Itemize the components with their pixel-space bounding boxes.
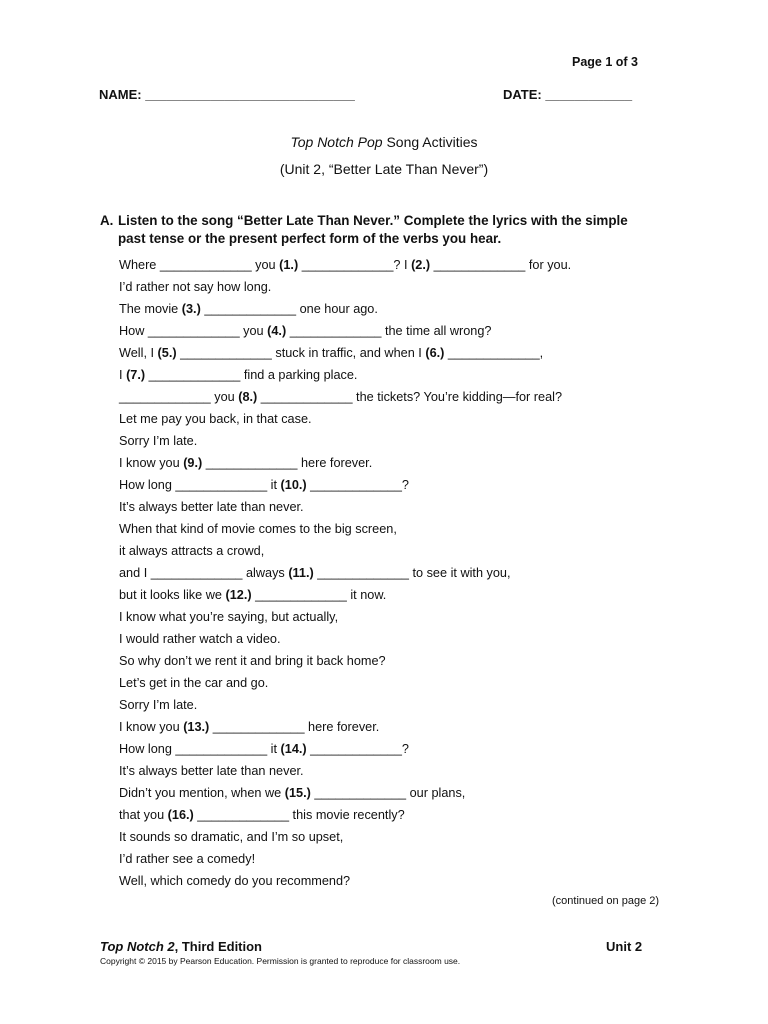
lyric-text: _____________ one hour ago. [200, 302, 378, 316]
lyric-text: Didn’t you mention, when we [119, 786, 285, 800]
lyric-text: and I _____________ always [119, 566, 289, 580]
lyric-text: _____________ it now. [251, 588, 387, 602]
lyric-text: _____________ the time all wrong? [286, 324, 492, 338]
item-number: (3.) [181, 302, 201, 316]
item-number: (11.) [288, 566, 314, 580]
lyric-line [119, 827, 571, 849]
lyric-text: The movie [119, 302, 182, 316]
lyric-line [119, 717, 571, 739]
lyric-text: How long _____________ it [119, 742, 281, 756]
copyright-notice: Copyright © 2015 by Pearson Education. Permission is granted to reproduce for classroom use. [100, 956, 461, 966]
lyric-text: _____________, [444, 346, 544, 360]
footer-book-title [100, 939, 262, 954]
lyric-line [119, 365, 571, 387]
continued-note: (continued on page 2) [552, 895, 660, 907]
instruction-line-1: Listen to the song “Better Late Than Never.” Complete the lyrics with the simple [118, 213, 628, 228]
lyric-text: I know what you’re saying, but actually, [119, 610, 339, 624]
lyric-text: So why don’t we rent it and bring it back home? [119, 654, 386, 668]
lyric-text: I know you [119, 720, 184, 734]
instruction [100, 212, 660, 248]
lyric-text: Let’s get in the car and go. [119, 676, 269, 690]
lyric-line [119, 453, 571, 475]
book-edition: , Third Edition [174, 939, 263, 954]
item-number: (8.) [238, 390, 258, 404]
lyric-text: How _____________ you [119, 324, 268, 338]
lyric-text: _____________ you [119, 390, 239, 404]
lyric-text: It sounds so dramatic, and I’m so upset, [119, 830, 344, 844]
lyric-line [119, 673, 571, 695]
item-number: (7.) [126, 368, 146, 382]
footer-unit: Unit 2 [606, 939, 643, 954]
lyric-text: I’d rather not say how long. [119, 280, 272, 294]
title-italic: Top Notch Pop [290, 134, 383, 150]
item-number: (6.) [425, 346, 445, 360]
lyric-line [119, 519, 571, 541]
lyric-text: _____________ find a parking place. [145, 368, 358, 382]
lyric-text: that you [119, 808, 168, 822]
lyric-line [119, 409, 571, 431]
lyric-text: _____________ our plans, [310, 786, 466, 800]
lyric-line [119, 849, 571, 871]
page-title [0, 134, 768, 150]
lyric-line [119, 343, 571, 365]
item-number: (5.) [157, 346, 177, 360]
lyric-text: Where _____________ you [119, 258, 280, 272]
lyric-text: _____________ stuck in traffic, and when I [176, 346, 426, 360]
lyric-line [119, 277, 571, 299]
lyric-text: Sorry I’m late. [119, 434, 198, 448]
lyric-text: _____________ here forever. [209, 720, 380, 734]
lyric-text: _____________ for you. [430, 258, 572, 272]
lyric-text: _____________? [306, 742, 409, 756]
lyric-text: _____________? I [298, 258, 412, 272]
lyric-text: How long _____________ it [119, 478, 281, 492]
lyric-text: _____________ the tickets? You’re kidding—for real? [257, 390, 563, 404]
item-number: (1.) [279, 258, 299, 272]
lyric-text: Let me pay you back, in that case. [119, 412, 312, 426]
lyric-text: I’d rather see a comedy! [119, 852, 256, 866]
item-number: (9.) [183, 456, 203, 470]
item-number: (16.) [167, 808, 194, 822]
instruction-letter: A. [100, 213, 114, 228]
lyric-text: When that kind of movie comes to the big screen, [119, 522, 397, 536]
item-number: (14.) [280, 742, 307, 756]
item-number: (12.) [225, 588, 252, 602]
lyrics-list [119, 255, 571, 893]
lyric-line [119, 475, 571, 497]
name-field-label: NAME: _____________________________ [99, 87, 355, 102]
lyric-line [119, 761, 571, 783]
lyric-line [119, 321, 571, 343]
lyric-text: _____________ this movie recently? [193, 808, 405, 822]
lyric-text: I [119, 368, 127, 382]
lyric-line [119, 783, 571, 805]
lyric-text: I know you [119, 456, 184, 470]
lyric-line [119, 805, 571, 827]
lyric-text: I would rather watch a video. [119, 632, 281, 646]
lyric-text: Sorry I’m late. [119, 698, 198, 712]
lyric-text: _____________? [306, 478, 409, 492]
lyric-line [119, 607, 571, 629]
item-number: (15.) [284, 786, 311, 800]
instruction-line-2: past tense or the present perfect form of the verbs you hear. [118, 231, 502, 246]
lyric-line [119, 695, 571, 717]
lyric-text: It’s always better late than never. [119, 764, 304, 778]
lyric-line [119, 651, 571, 673]
title-rest: Song Activities [382, 134, 478, 150]
lyric-text: it always attracts a crowd, [119, 544, 265, 558]
item-number: (10.) [280, 478, 307, 492]
page-subtitle: (Unit 2, “Better Late Than Never”) [279, 161, 489, 177]
book-title: Top Notch 2 [100, 939, 175, 954]
lyric-line [119, 739, 571, 761]
item-number: (4.) [267, 324, 287, 338]
lyric-text: _____________ to see it with you, [313, 566, 511, 580]
lyric-line [119, 255, 571, 277]
lyric-text: but it looks like we [119, 588, 226, 602]
lyric-line [119, 871, 571, 893]
lyric-line [119, 431, 571, 453]
lyric-text: It’s always better late than never. [119, 500, 304, 514]
item-number: (2.) [411, 258, 431, 272]
date-field-label: DATE: ____________ [503, 87, 633, 102]
lyric-line [119, 585, 571, 607]
lyric-line [119, 299, 571, 321]
lyric-line [119, 629, 571, 651]
lyric-line [119, 497, 571, 519]
page-number: Page 1 of 3 [572, 55, 638, 69]
lyric-line [119, 541, 571, 563]
lyric-line [119, 387, 571, 409]
lyric-line [119, 563, 571, 585]
lyric-text: _____________ here forever. [202, 456, 373, 470]
item-number: (13.) [183, 720, 210, 734]
lyric-text: Well, which comedy do you recommend? [119, 874, 351, 888]
lyric-text: Well, I [119, 346, 158, 360]
